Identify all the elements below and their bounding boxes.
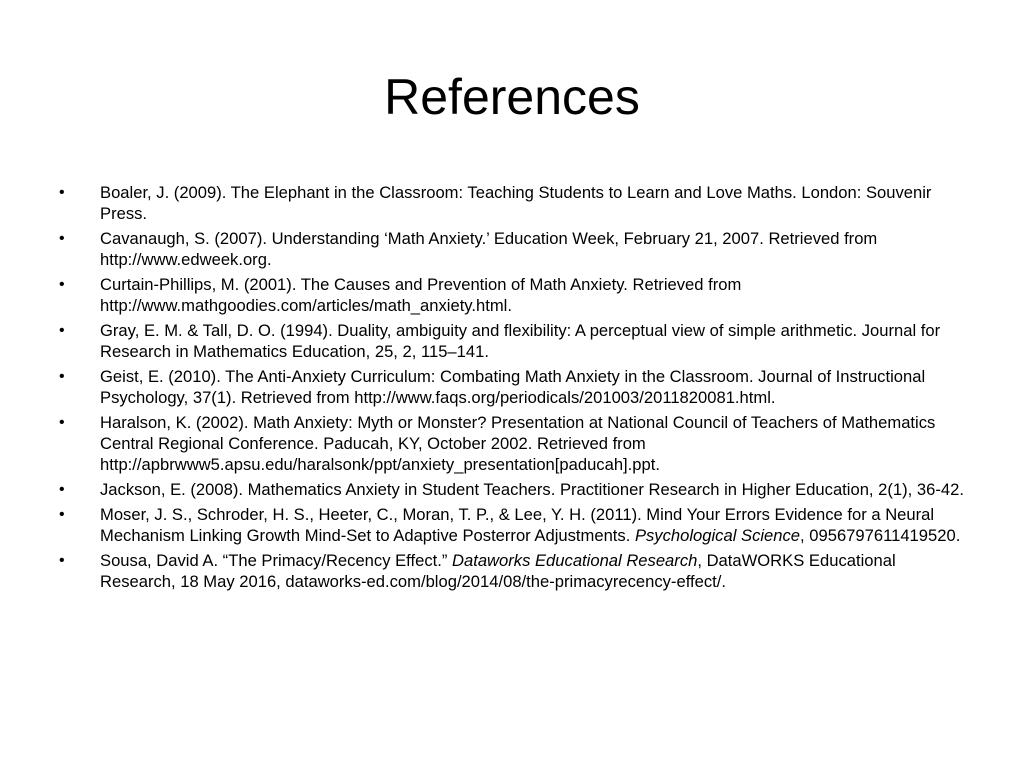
reference-item [56, 479, 972, 500]
reference-item [56, 274, 972, 316]
bullet-icon: • [59, 506, 65, 523]
reference-text [100, 413, 935, 474]
reference-text [100, 275, 741, 315]
reference-item [56, 182, 972, 224]
references-list [56, 182, 972, 596]
reference-text [100, 551, 896, 591]
slide-title: References [384, 69, 640, 125]
reference-segment: Jackson, E. (2008). Mathematics Anxiety in Student Teachers. Practitioner Research in Higher Education, 2(1), 36-42. [100, 480, 964, 499]
reference-item [56, 550, 972, 592]
bullet-icon: • [59, 368, 65, 385]
reference-item [56, 504, 972, 546]
reference-segment: , DataWORKS Educational Research, 18 May 2016, dataworks-ed.com/blog/2014/08/the-primacyrecency-effect/. [100, 551, 896, 591]
bullet-icon: • [59, 481, 65, 498]
reference-segment: Gray, E. M. & Tall, D. O. (1994). Duality, ambiguity and flexibility: A perceptual view of simple arithmetic. Journal for Research in Mathematics Education, 25, 2, 115–141. [100, 321, 941, 361]
reference-segment: Moser, J. S., Schroder, H. S., Heeter, C., Moran, T. P., & Lee, Y. H. (2011). Mind Your Errors Evidence for a Neural Mechanism Linking Growth Mind-Set to Adaptive Posterror Adjustments. [100, 505, 935, 545]
reference-segment: Haralson, K. (2002). Math Anxiety: Myth or Monster? Presentation at National Council of Teachers of Mathematics Central Regional Conference. Paducah, KY, October 2002. Retrieved from http://apbrwww5.apsu.edu/haralsonk/ppt/anxiety_presentation[paducah].ppt. [100, 413, 936, 474]
reference-text [100, 367, 925, 407]
bullet-icon: • [59, 552, 65, 569]
bullet-icon: • [59, 184, 65, 201]
reference-item [56, 228, 972, 270]
reference-item [56, 412, 972, 475]
bullet-icon: • [59, 322, 65, 339]
reference-segment: Geist, E. (2010). The Anti-Anxiety Curriculum: Combating Math Anxiety in the Classroom. Journal of Instructional Psychology, 37(1). Retrieved from http://www.faqs.org/periodicals/201003/2011820081.html. [100, 367, 926, 407]
reference-item [56, 366, 972, 408]
reference-italic-segment: Dataworks Educational Research [452, 551, 698, 570]
reference-segment: Cavanaugh, S. (2007). Understanding ‘Math Anxiety.’ Education Week, February 21, 2007. Retrieved from http://www.edweek.org. [100, 229, 878, 269]
reference-segment: Curtain-Phillips, M. (2001). The Causes and Prevention of Math Anxiety. Retrieved from http://www.mathgoodies.com/articles/math_anxiety.html. [100, 275, 742, 315]
bullet-icon: • [59, 276, 65, 293]
reference-text [100, 480, 964, 499]
reference-segment: Sousa, David A. “The Primacy/Recency Effect.” [100, 551, 452, 570]
reference-segment: Boaler, J. (2009). The Elephant in the Classroom: Teaching Students to Learn and Love Maths. London: Souvenir Press. [100, 183, 932, 223]
bullet-icon: • [59, 230, 65, 247]
bullet-icon: • [59, 414, 65, 431]
reference-text [100, 229, 877, 269]
reference-text [100, 183, 931, 223]
reference-item [56, 320, 972, 362]
reference-text [100, 505, 960, 545]
reference-italic-segment: Psychological Science [634, 526, 801, 545]
reference-text [100, 321, 940, 361]
reference-segment: , 0956797611419520. [800, 526, 961, 545]
